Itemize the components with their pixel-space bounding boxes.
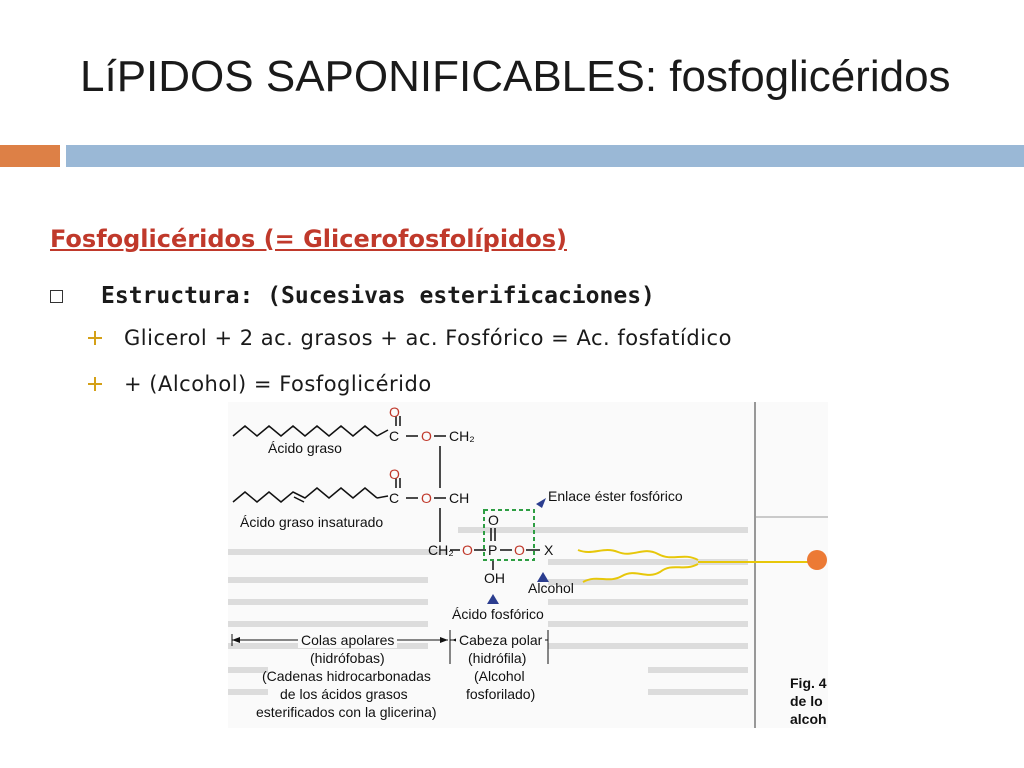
phosphoglyceride-figure — [228, 402, 828, 728]
atom-ch2: CH₂ — [449, 428, 475, 444]
atom-p: P — [488, 542, 498, 558]
label-unsaturated-fatty-acid: Ácido graso insaturado — [240, 514, 384, 530]
bullet-structure — [50, 278, 655, 314]
atom-o: O — [421, 428, 432, 444]
atom-ch: CH — [449, 490, 470, 506]
atom-o: O — [389, 404, 400, 420]
label-phosphoric-acid: Ácido fosfórico — [452, 606, 544, 622]
label-fatty-acid: Ácido graso — [268, 440, 342, 456]
bullet-text: Estructura: (Sucesivas esterificaciones) — [101, 283, 655, 309]
atom-o: O — [389, 466, 400, 482]
caption-fragment: de lo — [790, 693, 823, 709]
diamond-bullet-icon — [88, 377, 102, 391]
slide-title: LíPIDOS SAPONIFICABLES: fosfoglicéridos — [80, 52, 951, 101]
atom-oh: OH — [484, 570, 505, 586]
label-tails-desc: de los ácidos grasos — [280, 686, 408, 702]
label-head-desc: (Alcohol — [474, 668, 525, 684]
square-bullet-icon — [50, 290, 63, 303]
atom-o: O — [421, 490, 432, 506]
section-subtitle: Fosfoglicéridos (= Glicerofosfolípidos) — [50, 225, 567, 253]
diamond-bullet-icon — [88, 331, 102, 345]
atom-o: O — [514, 542, 525, 558]
title-bar — [66, 145, 1024, 167]
label-tails-desc: (Cadenas hidrocarbonadas — [262, 668, 431, 684]
atom-c: C — [389, 428, 400, 444]
atom-o: O — [462, 542, 473, 558]
label-hydrophilic: (hidrófila) — [468, 650, 527, 666]
atom-c: C — [389, 490, 400, 506]
sub-bullet-text: Glicerol + 2 ac. grasos + ac. Fosfórico = Ac. fosfatídico — [124, 326, 732, 350]
atom-x: X — [544, 542, 554, 558]
caption-fragment: alcoh — [790, 711, 827, 727]
sub-bullet-1 — [88, 326, 732, 350]
label-alcohol: Alcohol — [528, 580, 574, 596]
label-nonpolar-tails: Colas apolares — [298, 632, 397, 648]
sub-bullet-2 — [88, 372, 432, 396]
label-tails-desc: esterificados con la glicerina) — [256, 704, 437, 720]
atom-ch2: CH₂ — [428, 542, 454, 558]
title-bar-accent — [0, 145, 60, 167]
caption-fragment: Fig. 4 — [790, 675, 827, 691]
label-phosphoester-bond: Enlace éster fosfórico — [548, 488, 683, 504]
sub-bullet-text: + (Alcohol) = Fosfoglicérido — [124, 372, 432, 396]
label-hydrophobic: (hidrófobas) — [310, 650, 385, 666]
label-polar-head: Cabeza polar — [456, 632, 545, 648]
atom-o: O — [488, 512, 499, 528]
label-head-desc: fosforilado) — [466, 686, 536, 702]
